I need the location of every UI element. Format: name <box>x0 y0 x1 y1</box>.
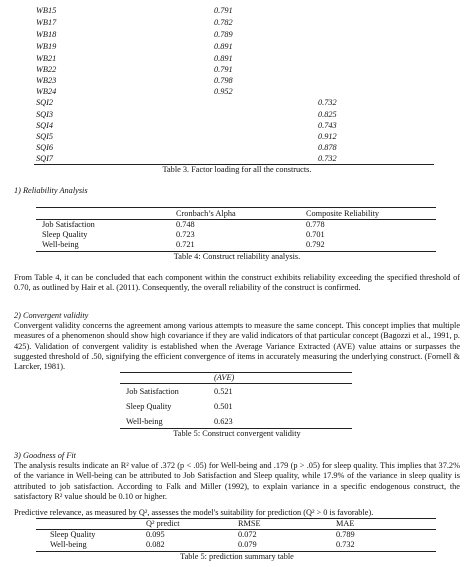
table3-item: SQI3 <box>36 110 54 119</box>
table3-item: WB18 <box>36 30 57 39</box>
table3-value: 0.743 <box>318 121 337 130</box>
table3-item: WB24 <box>36 87 57 96</box>
section-heading-goodness-of-fit: 3) Goodness of Fit <box>14 451 76 460</box>
table5-header: (AVE) <box>214 373 235 382</box>
table5-value: 0.501 <box>214 402 233 411</box>
table6-top-rule <box>36 518 436 519</box>
table4-value: 0.792 <box>306 240 325 249</box>
table3-item: WB17 <box>36 18 57 27</box>
table3-value: 0.952 <box>214 87 233 96</box>
table3-item: SQI6 <box>36 143 54 152</box>
table6-header: Q² predict <box>146 519 180 528</box>
table6-header: RMSE <box>238 519 261 528</box>
table4-header: Cronbach’s Alpha <box>176 209 236 218</box>
section-heading-reliability: 1) Reliability Analysis <box>14 186 88 195</box>
table6-label: Well-being <box>50 540 87 549</box>
table3-value: 0.878 <box>318 143 337 152</box>
table3-item: SQI7 <box>36 154 54 163</box>
table6-caption: Table 5: prediction summary table <box>180 552 294 561</box>
table6-value: 0.732 <box>336 540 355 549</box>
table4-label: Well-being <box>42 240 79 249</box>
table4-value: 0.723 <box>176 230 195 239</box>
table5-label: Sleep Quality <box>126 402 172 411</box>
table4-value: 0.748 <box>176 220 195 229</box>
table3-item: WB15 <box>36 6 57 15</box>
table4-value: 0.721 <box>176 240 195 249</box>
table3-value: 0.732 <box>318 154 337 163</box>
table5-value: 0.623 <box>214 417 233 426</box>
table4-header-rule <box>36 219 436 220</box>
table3-value: 0.782 <box>214 18 233 27</box>
table5-label: Well-being <box>126 417 163 426</box>
table3-value: 0.791 <box>214 6 233 15</box>
table6-value: 0.079 <box>238 540 257 549</box>
paragraph-predictive-relevance: Predictive relevance, as measured by Q², assesses the model's suitability for prediction (Q² > 0 is favorable). <box>14 508 374 517</box>
table4-header: Composite Reliability <box>306 209 380 218</box>
table5-caption: Table 5: Construct convergent validity <box>173 429 301 438</box>
table3-caption: Table 3. Factor loading for all the constructs. <box>162 165 312 174</box>
paragraph-reliability: From Table 4, it can be concluded that each component within the construct exhibits reliability exceeding the specified threshold of 0.70, as outlined by Hair et al. (2011). Consequently, the overall reliability of the construct is confirmed. <box>14 273 460 293</box>
table3-value: 0.912 <box>318 132 337 141</box>
table3-item: WB22 <box>36 65 57 74</box>
paragraph-convergent: Convergent validity concerns the agreement among various attempts to measure the same concept. This concept implies that multiple measures of a phenomenon should show high covariance if they are valid indicators of that particular concept (Bagozzi et al., 1991, p. 425). Validation of convergent validity is established when the Average Variance Extracted (AVE) value attains or surpasses the suggested threshold of .50, signifying the efficient convergence of items in accurately measuring the underlying construct. (Fornell & Larcker, 1981). <box>14 321 460 372</box>
table4-label: Job Satisfaction <box>42 220 95 229</box>
table6-value: 0.789 <box>336 530 355 539</box>
section-heading-convergent: 2) Convergent validity <box>14 311 89 320</box>
table3-item: SQI2 <box>36 98 54 107</box>
table5-label: Job Satisfaction <box>126 387 179 396</box>
table3-item: SQI4 <box>36 121 54 130</box>
table3-item: SQI5 <box>36 132 54 141</box>
table3-value: 0.825 <box>318 110 337 119</box>
table3-value: 0.798 <box>214 76 233 85</box>
table4-top-rule <box>36 207 436 208</box>
table5-header-rule <box>120 383 352 384</box>
table5-value: 0.521 <box>214 387 233 396</box>
table4-caption: Table 4: Construct reliability analysis. <box>173 252 301 261</box>
table5-top-rule <box>120 372 352 373</box>
table3-value: 0.891 <box>214 42 233 51</box>
table4-value: 0.778 <box>306 220 325 229</box>
table4-label: Sleep Quality <box>42 230 88 239</box>
table3-value: 0.732 <box>318 98 337 107</box>
table6-header: MAE <box>336 519 355 528</box>
table6-label: Sleep Quality <box>50 530 96 539</box>
table3-value: 0.789 <box>214 30 233 39</box>
table4-value: 0.701 <box>306 230 325 239</box>
table3-value: 0.791 <box>214 65 233 74</box>
paragraph-goodness-of-fit: The analysis results indicate an R² value of .372 (p < .05) for Well-being and .179 (p > .05) for sleep quality. This implies that 37.2% of the variance in Well-being can be attributed to Job Satisfaction and Sleep quality, while 17.9% of the variance in sleep quality is attributed to job satisfaction. According to Falk and Miller (1992), to explain variance in a specific endogenous construct, the satisfactory R² value should be 0.10 or higher. <box>14 461 460 502</box>
table6-value: 0.082 <box>146 540 165 549</box>
table6-header-rule <box>36 529 436 530</box>
table6-value: 0.095 <box>146 530 165 539</box>
table3-item: WB21 <box>36 54 57 63</box>
table6-value: 0.072 <box>238 530 257 539</box>
table3-item: WB23 <box>36 76 57 85</box>
table3-item: WB19 <box>36 42 57 51</box>
table3-value: 0.891 <box>214 54 233 63</box>
